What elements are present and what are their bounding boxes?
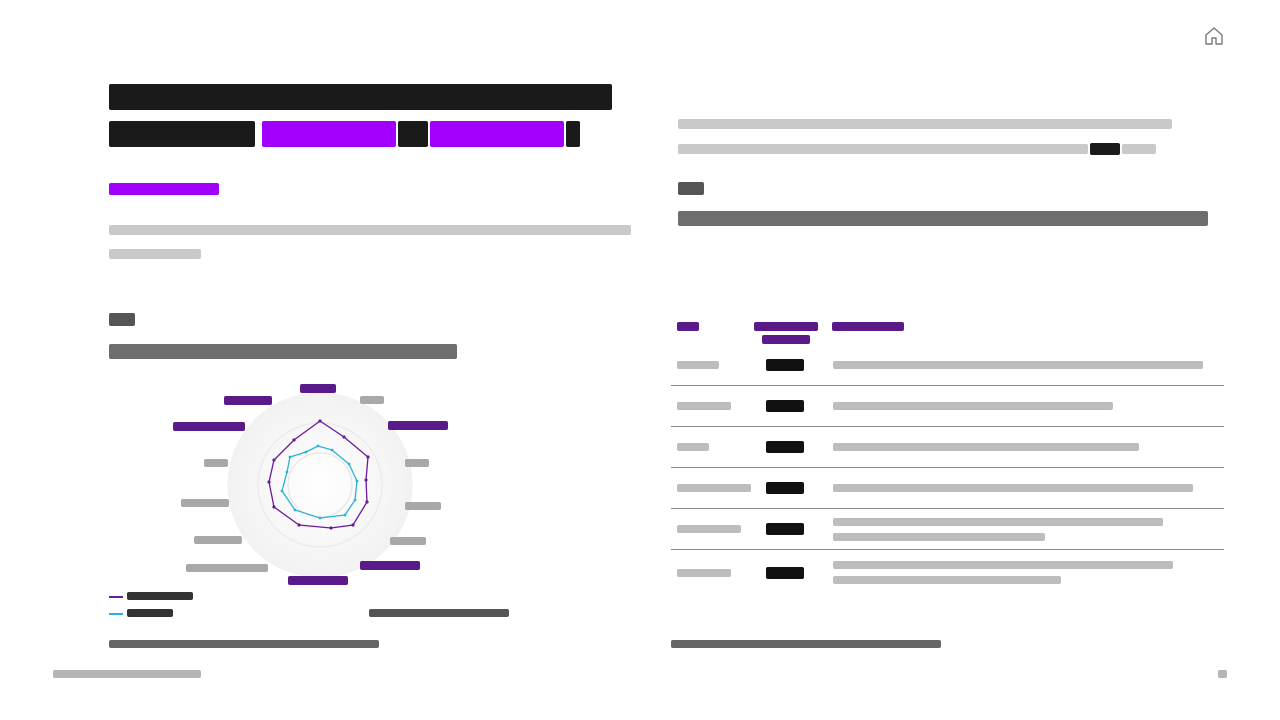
table-cell-skill (677, 402, 731, 410)
radar-axis-label (360, 396, 384, 404)
main-title-line-2-end (566, 121, 580, 147)
figure-2-label (109, 313, 135, 326)
table-cell-description (833, 484, 1193, 492)
radar-axis-label (405, 459, 429, 467)
table-header-description (832, 322, 904, 331)
figure-3-title (678, 211, 1208, 226)
table-cell-value (766, 567, 804, 579)
radar-axis-label (288, 576, 348, 585)
table-cell-skill (677, 525, 741, 533)
table-row (671, 508, 1224, 550)
main-title-line-1 (109, 84, 612, 110)
table-cell-description (833, 361, 1203, 369)
table-cell-skill (677, 361, 719, 369)
right-intro-line-2-a (678, 144, 1088, 154)
legend-swatch-high-growth (109, 596, 123, 598)
main-title-line-2-a (109, 121, 255, 147)
footer-report-name (53, 670, 201, 678)
table-cell-description (833, 443, 1139, 451)
radar-axis-label (173, 422, 245, 431)
radar-chart (170, 380, 470, 590)
table-cell-value (766, 482, 804, 494)
home-icon[interactable] (1202, 24, 1226, 48)
radar-axis-label (194, 536, 242, 544)
page-number (1218, 670, 1227, 678)
figure-2-title (109, 344, 457, 359)
table-cell-skill (677, 484, 751, 492)
table-header-likelihood-2 (762, 335, 810, 344)
table-cell-description (833, 402, 1113, 410)
right-intro-line-2-end (1122, 144, 1156, 154)
table-cell-value (766, 441, 804, 453)
radar-axis-label (204, 459, 228, 467)
right-intro-bold (1090, 143, 1120, 155)
left-body-line-2 (109, 249, 201, 259)
table-cell-skill (677, 569, 731, 577)
table-row (671, 344, 1224, 386)
radar-axis-label (181, 499, 229, 507)
radar-axis-label (224, 396, 272, 405)
radar-axis-label (405, 502, 441, 510)
table-row (671, 549, 1224, 590)
table-row (671, 385, 1224, 427)
table-header-likelihood (754, 322, 818, 331)
radar-axis-label (360, 561, 420, 570)
radar-axis-label (300, 384, 336, 393)
legend-label-high-growth (127, 592, 193, 600)
main-title-highlight-1 (262, 121, 396, 147)
table-row (671, 426, 1224, 468)
table-cell-description-2 (833, 533, 1045, 541)
figure-3-label (678, 182, 704, 195)
radar-axis-label (186, 564, 268, 572)
right-intro-line-1 (678, 119, 1172, 129)
left-body-line-1 (109, 225, 631, 235)
table-cell-value (766, 400, 804, 412)
table-cell-description-2 (833, 576, 1061, 584)
section-subheading (109, 183, 219, 195)
table-header-skill (677, 322, 699, 331)
table-cell-description (833, 561, 1173, 569)
main-title-line-2-b (398, 121, 428, 147)
radar-axis-label (388, 421, 448, 430)
table-cell-description (833, 518, 1163, 526)
table-cell-value (766, 359, 804, 371)
legend-swatch-other (109, 613, 123, 615)
legend-label-other (127, 609, 173, 617)
left-source-note (109, 640, 379, 648)
table-row (671, 467, 1224, 509)
table-cell-value (766, 523, 804, 535)
right-source-note (671, 640, 941, 648)
main-title-highlight-2 (430, 121, 564, 147)
chart-note (369, 609, 509, 617)
table-cell-skill (677, 443, 709, 451)
radar-axis-label (390, 537, 426, 545)
